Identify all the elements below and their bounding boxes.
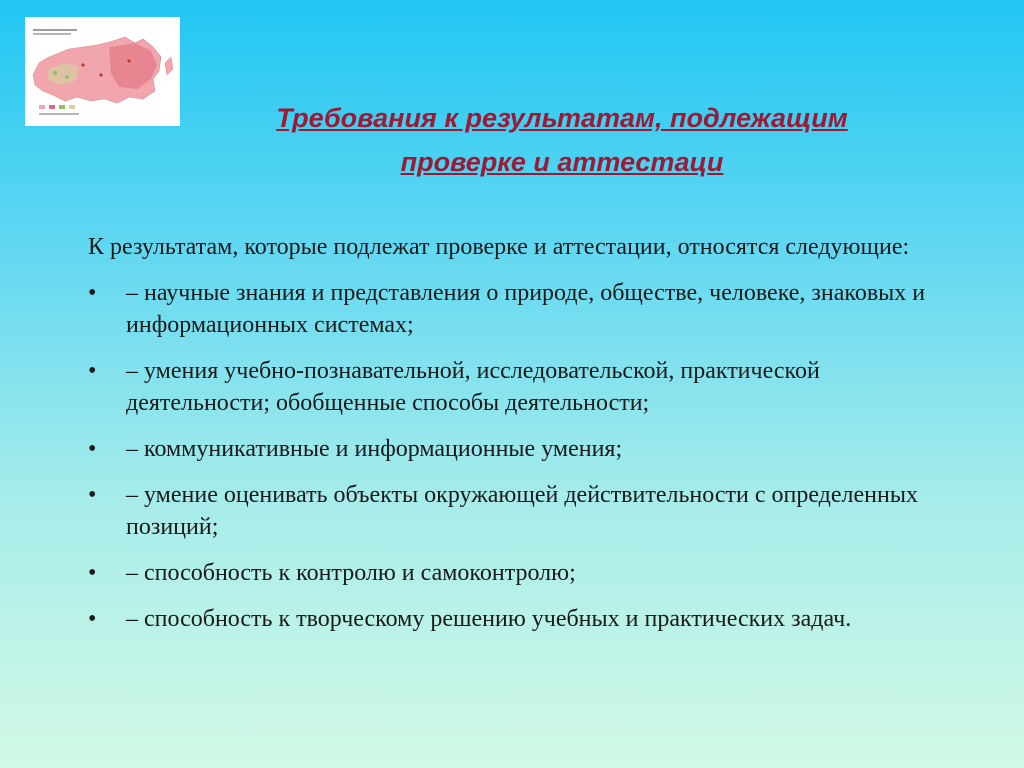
bullet-icon: •: [88, 436, 97, 462]
list-item: [88, 433, 968, 465]
slide-body: [88, 231, 968, 649]
list-item: [88, 557, 968, 589]
list-item-text: – умения учебно-познавательной, исследовательской, практической деятельности; обобщенные способы деятельности;: [126, 358, 820, 416]
list-item-text: – способность к контролю и самоконтролю;: [126, 560, 576, 586]
list-item: [88, 355, 968, 419]
bullet-icon: •: [88, 482, 97, 508]
list-item: [88, 277, 968, 341]
bullet-icon: •: [88, 280, 97, 306]
bullet-icon: •: [88, 358, 97, 384]
list-item-text: – умение оценивать объекты окружающей действительности с определенных позиций;: [126, 482, 918, 540]
list-item: [88, 479, 968, 543]
intro-paragraph: К результатам, которые подлежат проверке и аттестации, относятся следующие:: [88, 234, 910, 260]
title-line-1: Требования к результатам, подлежащим: [276, 103, 848, 133]
slide-title: [150, 96, 974, 184]
list-item: [88, 603, 968, 635]
bullet-icon: •: [88, 560, 97, 586]
title-line-2: проверке и аттестаци: [400, 147, 724, 177]
list-item-text: – научные знания и представления о природе, обществе, человеке, знаковых и информационных системах;: [126, 280, 926, 338]
bullet-icon: •: [88, 606, 97, 632]
list-item-text: – способность к творческому решению учебных и практических задач.: [126, 606, 852, 632]
list-item-text: – коммуникативные и информационные умения;: [126, 436, 623, 462]
